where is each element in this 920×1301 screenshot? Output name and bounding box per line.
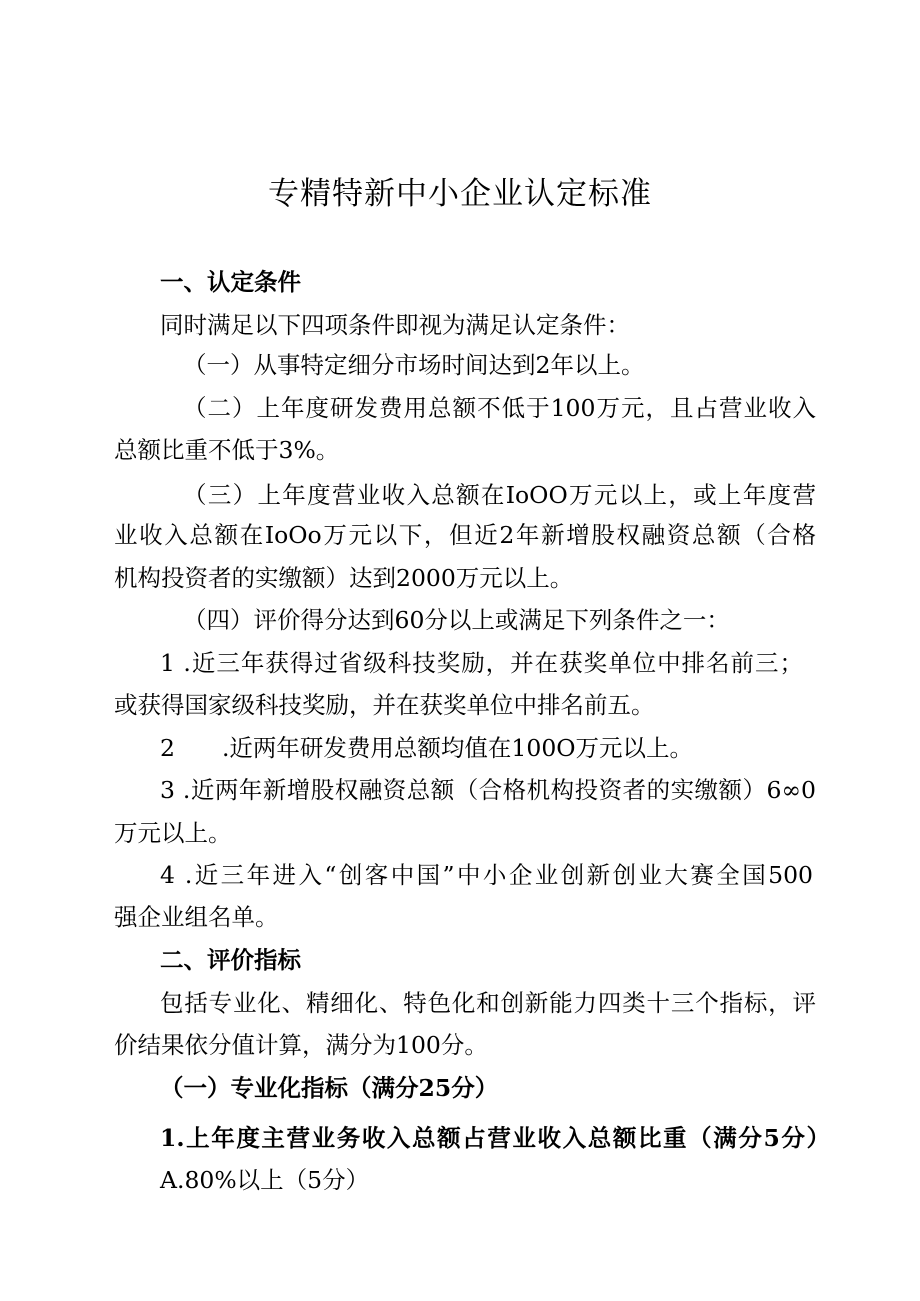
sub-item-3-line-2: 万元以上。 [114,819,232,847]
indicators-paragraph-line-1: 包括专业化、精细化、特色化和创新能力四类十三个指标，评 [160,989,816,1017]
sub-item-2: 2 .近两年研发费用总额均值在100O万元以上。 [160,734,694,762]
indicator-1-option-a: A.80%以上（5分） [160,1166,370,1194]
condition-3-line-1: （三）上年度营业收入总额在IoOO万元以上，或上年度营 [183,481,816,509]
sub-item-1-line-1: 1 .近三年获得过省级科技奖励，并在获奖单位中排名前三； [160,649,803,677]
sub-item-3-line-1: 3 .近两年新增股权融资总额（合格机构投资者的实缴额）6∞0 [160,776,816,804]
indicators-paragraph-line-2: 价结果依分值计算，满分为100分。 [114,1031,488,1059]
condition-3-line-2: 业收入总额在IoOo万元以下，但近2年新增股权融资总额（合格 [114,521,816,549]
section-heading-criteria: 一、认定条件 [160,268,301,296]
condition-2-line-1: （二）上年度研发费用总额不低于100万元，且占营业收入 [183,394,816,422]
document-title: 专精特新中小企业认定标准 [268,176,652,212]
section-heading-indicators: 二、评价指标 [160,946,301,974]
paragraph-intro: 同时满足以下四项条件即视为满足认定条件： [160,311,630,339]
sub-item-1-line-2: 或获得国家级科技奖励，并在获奖单位中排名前五。 [114,691,655,719]
condition-3-line-3: 机构投资者的实缴额）达到2000万元以上。 [114,564,574,592]
subsection-heading-specialization: （一）专业化指标（满分25分） [160,1074,499,1102]
sub-item-4-line-2: 强企业组名单。 [114,903,279,931]
indicator-1-heading: 1.上年度主营业务收入总额占营业收入总额比重（满分5分） [160,1124,830,1152]
condition-2-line-2: 总额比重不低于3%。 [114,436,340,464]
condition-1: （一）从事特定细分市场时间达到2年以上。 [183,351,645,379]
condition-4: （四）评价得分达到60分以上或满足下列条件之一： [183,606,730,634]
sub-item-4-line-1: 4 .近三年进入“创客中国”中小企业创新创业大赛全国500 [160,861,813,889]
